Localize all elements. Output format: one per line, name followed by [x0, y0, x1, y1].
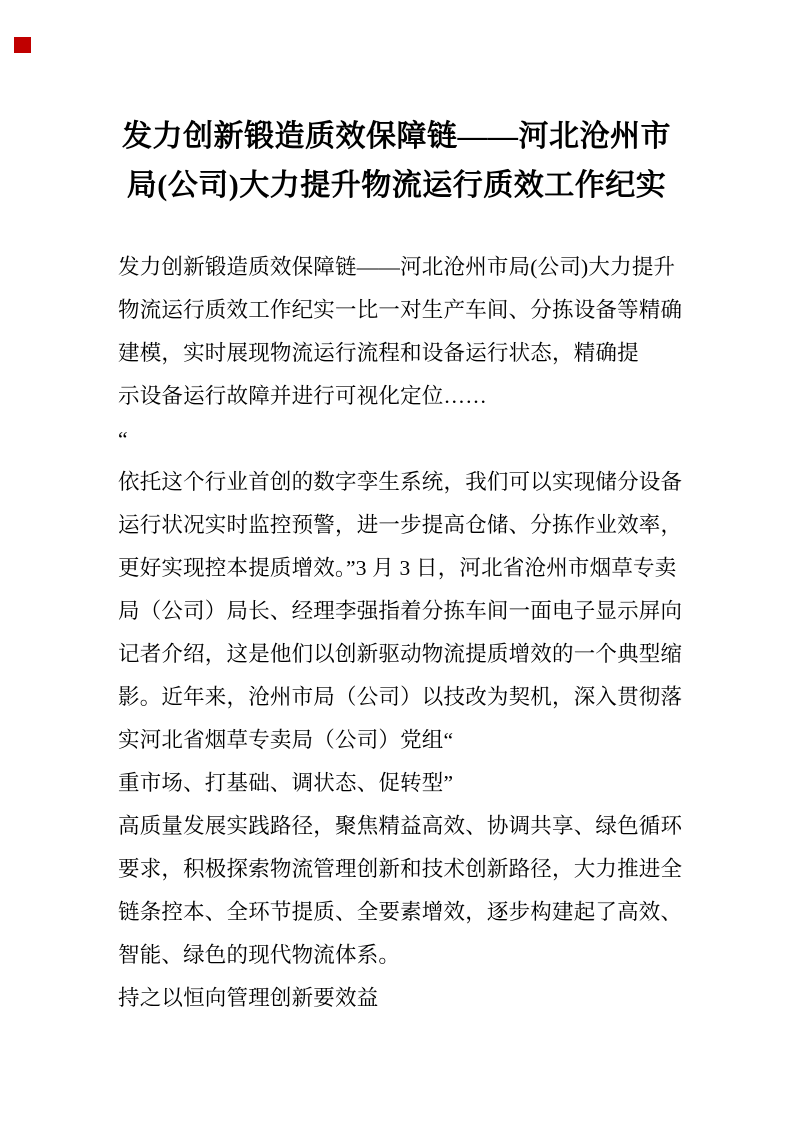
title-line-2: 局(公司)大力提升物流运行质效工作纪实 [126, 169, 667, 202]
body-text-line: 智能、绿色的现代物流体系。 [118, 943, 401, 967]
body-text-line: 示设备运行故障并进行可视化定位…… [118, 384, 487, 408]
body-text-line: 实河北省烟草专卖局（公司）党组“ [118, 728, 454, 752]
title-line-1: 发力创新锻造质效保障链——河北沧州市 [122, 120, 671, 153]
body-text-line: 建模，实时展现物流运行流程和设备运行状态，精确提 [118, 341, 639, 365]
body-text-line: 链条控本、全环节提质、全要素增效，逐步构建起了高效、 [118, 900, 683, 924]
article-body [118, 246, 683, 1020]
body-text-line: “ [118, 427, 128, 451]
body-text-line: 局（公司）局长、经理李强指着分拣车间一面电子显示屏向 [118, 599, 683, 623]
body-text-line: 物流运行质效工作纪实一比一对生产车间、分拣设备等精确 [118, 298, 683, 322]
red-square-icon [14, 37, 31, 53]
body-text-line: 记者介绍，这是他们以创新驱动物流提质增效的一个典型缩 [118, 642, 683, 666]
body-text-line: 持之以恒向管理创新要效益 [118, 986, 379, 1010]
body-text-line: 重市场、打基础、调状态、促转型” [118, 771, 454, 795]
document-title [0, 112, 793, 210]
body-text-line: 高质量发展实践路径，聚焦精益高效、协调共享、绿色循环 [118, 814, 683, 838]
body-text-line: 更好实现控本提质增效。”3 月 3 日，河北省沧州市烟草专卖 [118, 556, 677, 580]
body-text-line: 发力创新锻造质效保障链——河北沧州市局(公司)大力提升 [118, 255, 676, 279]
body-text-line: 影。近年来，沧州市局（公司）以技改为契机，深入贯彻落 [118, 685, 683, 709]
body-text-line: 运行状况实时监控预警，进一步提高仓储、分拣作业效率， [118, 513, 683, 537]
body-text-line: 依托这个行业首创的数字孪生系统，我们可以实现储分设备 [118, 470, 683, 494]
body-text-line: 要求，积极探索物流管理创新和技术创新路径，大力推进全 [118, 857, 683, 881]
